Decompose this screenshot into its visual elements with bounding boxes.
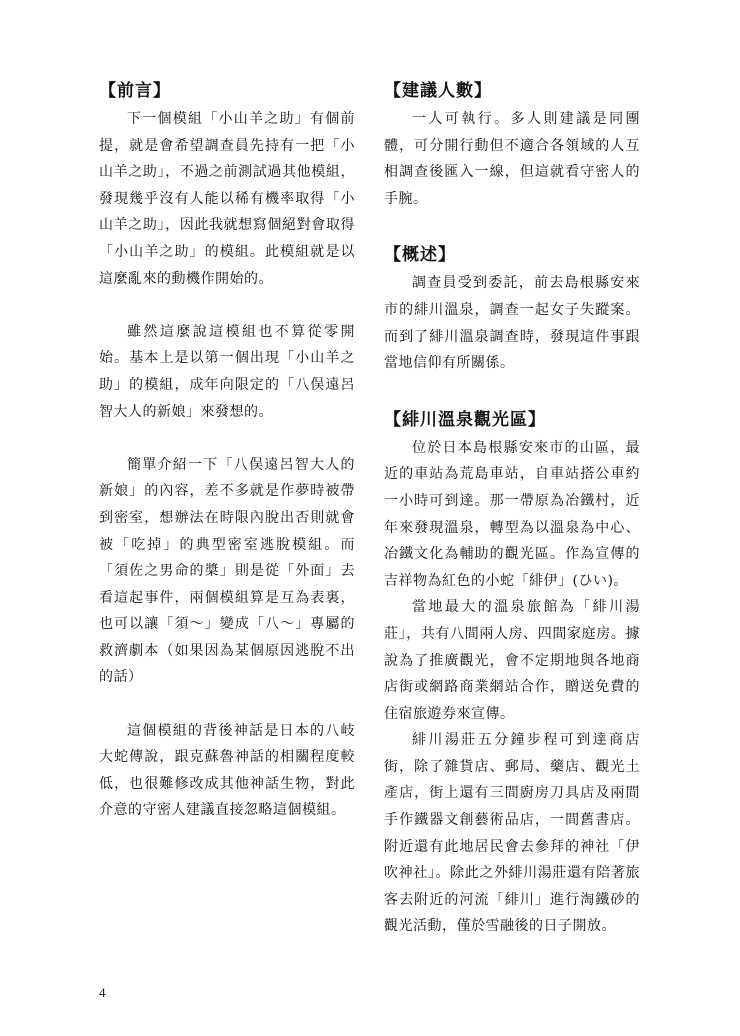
intro-heading: 【前言】 [99,81,171,101]
intro-paragraph-3: 簡單介紹一下「八俣遠呂智大人的新娘」的內容，差不多就是作夢時被帶到密室，想辦法在時限內脫出否則就會被「吃掉」的典型密室逃脫模組。而「須佐之男命的槳」則是從「外面」去看這起事件，兩個模組算是互為表裏，也可以讓「須～」變成「八～」專屬的救濟劇本（如果因為某個原因逃脫不出的話） [99,456,355,686]
overview-heading: 【概述】 [384,245,456,266]
section-gap [384,212,640,242]
intro-paragraph-4: 這個模組的背後神話是日本的八岐大蛇傳說，跟克蘇魯神話的相關程度較低，也很難修改成其他神話生物，對此介意的守密人建議直接忽略這個模組。 [99,722,355,819]
paragraph-gap [99,691,355,718]
area-paragraph-3: 緋川湯莊五分鐘步程可到達商店街，除了雜貨店、郵局、藥店、觀光土產店，街上還有三間廚房刀具店及兩間手作鐵器文創藝術品店，一間舊書店。附近還有此地居民會去參拜的神社「伊吹神社」。除此之外緋川湯莊還有陪著旅客去附近的河流「緋川」進行淘鐵砂的觀光活動，僅於雪融後的日子開放。 [384,732,640,935]
players-heading: 【建議人數】 [384,81,492,101]
right-column [384,78,640,940]
paragraph-gap [99,425,355,452]
section-gap [384,377,640,407]
area-paragraph-1: 位於日本島根縣安來市的山區，最近的車站為荒島車站，自車站搭公車約一小時可到達。那一帶原為冶鐵村，近年來發現溫泉，轉型為以溫泉為中心、冶鐵文化為輔助的觀光區。作為宣傳的吉祥物為紅色的小蛇「緋伊」(ひい)。 [384,439,640,589]
overview-paragraph: 調查員受到委託，前去島根縣安來市的緋川溫泉，調查一起女子失蹤案。而到了緋川溫泉調查時，發現這件事跟當地信仰有所關係。 [384,275,640,372]
page-number: 4 [99,985,106,1000]
paragraph-gap [99,292,355,319]
area-heading: 【緋川溫泉觀光區】 [384,409,546,430]
area-paragraph-2: 當地最大的溫泉旅館為「緋川湯莊」，共有八間兩人房、四間家庭房。據說為了推廣觀光，會不定期地與各地商店街或網路商業網站合作，贈送免費的住宿旅遊券來宣傳。 [384,599,640,722]
left-column [99,78,355,824]
intro-paragraph-1: 下一個模組「小山羊之助」有個前提，就是會希望調查員先持有一把「小山羊之助」，不過之前測試過其他模組，發現幾乎沒有人能以稀有機率取得「小山羊之助」，因此我就想寫個絕對會取得「小山羊之助」的模組。此模組就是以這麼亂來的動機作開始的。 [99,111,355,287]
intro-paragraph-2: 雖然這麼說這模組也不算從零開始。基本上是以第一個出現「小山羊之助」的模組，成年向限定的「八俣遠呂智大人的新娘」來發想的。 [99,323,355,420]
players-paragraph: 一人可執行。多人則建議是同團體，可分開行動但不適合各領域的人互相調查後匯入一線，但這就看守密人的手腕。 [384,111,640,207]
